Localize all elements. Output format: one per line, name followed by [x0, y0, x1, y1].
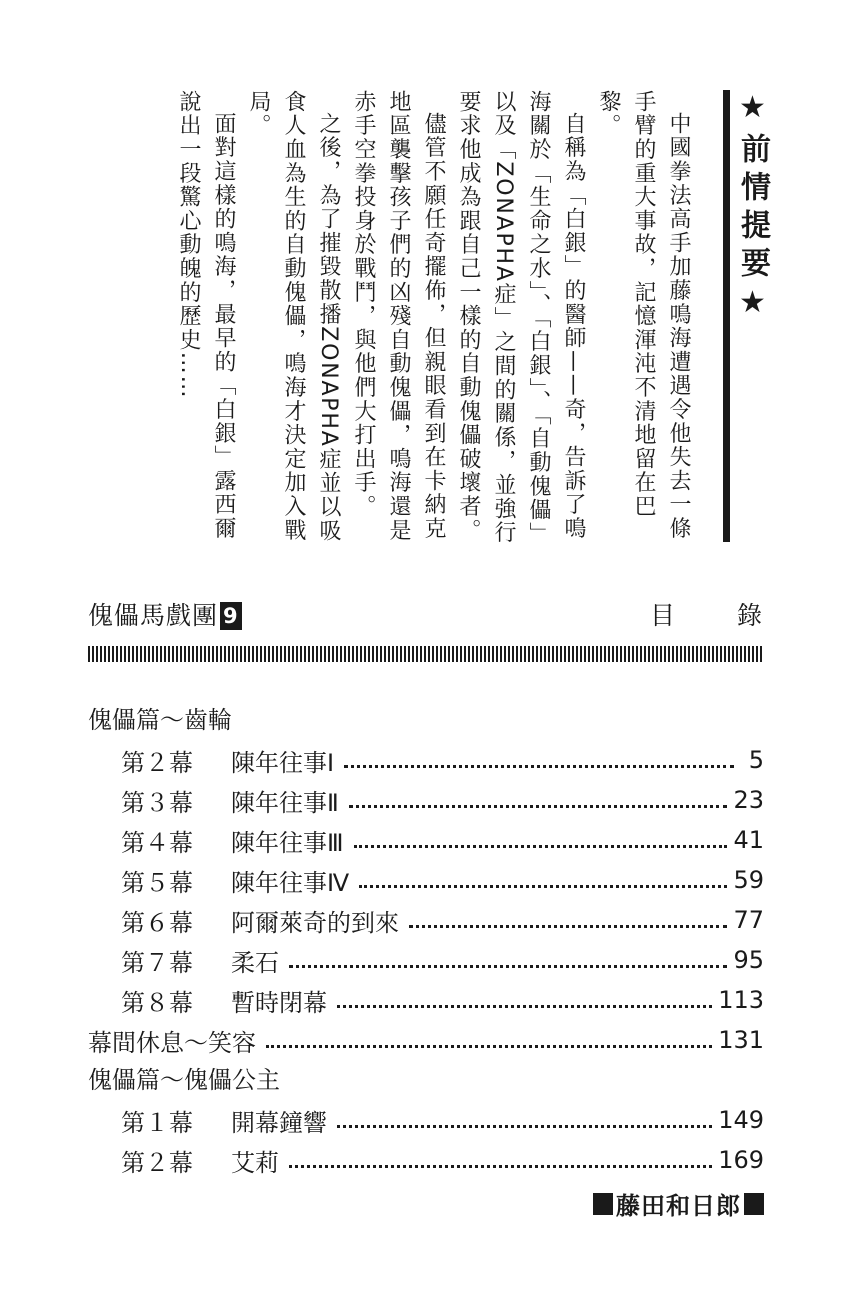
- page-number: 169: [718, 1146, 764, 1174]
- toc-entry[interactable]: [88, 980, 764, 1020]
- dot-leader: [409, 925, 727, 928]
- chapter-title: 陳年往事Ⅲ: [231, 828, 344, 857]
- chapter-title: 陳年往事Ⅱ: [231, 788, 339, 817]
- series-title: [88, 596, 242, 632]
- page-number: 95: [733, 946, 764, 974]
- toc-entry[interactable]: [88, 860, 764, 900]
- chapter-title: 艾莉: [231, 1148, 279, 1177]
- toc-entry[interactable]: [88, 740, 764, 780]
- chapter-number: 第５幕: [121, 868, 193, 897]
- chapter-title: 開幕鐘響: [231, 1108, 327, 1137]
- dot-leader: [354, 845, 728, 848]
- toc-entry[interactable]: [88, 780, 764, 820]
- chapter-number: 第２幕: [121, 1148, 193, 1177]
- part-title: 傀儡篇～傀儡公主: [88, 1066, 280, 1094]
- dot-leader: [349, 805, 728, 808]
- synopsis-divider: [723, 90, 730, 542]
- toc-entry[interactable]: [88, 1140, 764, 1180]
- author-name: 藤田和日郎: [616, 1192, 741, 1220]
- synopsis: [80, 90, 770, 560]
- toc-entry-interlude[interactable]: [88, 1020, 764, 1060]
- page-number: 113: [718, 986, 764, 1014]
- page-number: 131: [718, 1026, 764, 1054]
- part-title: 傀儡篇～齒輪: [88, 706, 232, 734]
- interlude-title: 幕間休息～笑容: [88, 1028, 256, 1057]
- toc-entry[interactable]: [88, 1100, 764, 1140]
- toc-heading: 目錄: [649, 601, 824, 630]
- synopsis-paragraph: 面對這樣的鳴海，最早的「白銀」露西爾說出一段驚心動魄的歷史……: [176, 90, 236, 541]
- barcode-divider: [88, 646, 764, 662]
- chapter-title: 陳年往事Ⅳ: [231, 868, 350, 897]
- page-number: 149: [718, 1106, 764, 1134]
- synopsis-paragraph: 之後，為了摧毀散播ZONAPHA症並以吸食人血為生的自動傀儡，鳴海才決定加入戰局。: [246, 90, 341, 543]
- chapter-title: 陳年往事Ⅰ: [231, 748, 335, 777]
- dot-leader: [359, 885, 727, 888]
- synopsis-paragraph: 自稱為「白銀」的醫師——奇，告訴了鳴海關於「生命之水」、「白銀」、「自動傀儡」以及「ZONAPHA症」之間的關係，並強行要求他成為跟自己一樣的自動傀儡破壞者。: [456, 90, 586, 546]
- table-of-contents: [88, 700, 764, 1180]
- toc-header: [88, 596, 824, 632]
- dot-leader: [344, 765, 734, 768]
- black-square-icon: [744, 1193, 764, 1215]
- chapter-title: 柔石: [231, 948, 279, 977]
- chapter-number: 第８幕: [121, 988, 193, 1017]
- page-number: 23: [733, 786, 764, 814]
- toc-entry[interactable]: [88, 820, 764, 860]
- series-name: 傀儡馬戲團: [88, 601, 219, 630]
- dot-leader: [289, 965, 727, 968]
- chapter-number: 第１幕: [121, 1108, 193, 1137]
- black-square-icon: [593, 1193, 613, 1215]
- page-number: 5: [748, 746, 764, 774]
- volume-badge: 9: [220, 602, 242, 630]
- chapter-title: 暫時閉幕: [231, 988, 327, 1017]
- page-number: 41: [733, 826, 764, 854]
- dot-leader: [266, 1045, 712, 1048]
- chapter-number: 第２幕: [121, 748, 193, 777]
- page-number: 77: [733, 906, 764, 934]
- chapter-number: 第６幕: [121, 908, 193, 937]
- chapter-title: 阿爾萊奇的到來: [231, 908, 399, 937]
- synopsis-heading: ★前情提要★: [735, 90, 770, 328]
- dot-leader: [337, 1005, 712, 1008]
- author-credit: [593, 1186, 764, 1221]
- chapter-number: 第４幕: [121, 828, 193, 857]
- synopsis-paragraph: 儘管不願任奇擺佈，但親眼看到在卡納克地區襲擊孩子們的凶殘自動傀儡，鳴海還是赤手空拳投身於戰鬥，與他們大打出手。: [351, 90, 446, 543]
- synopsis-divider-wrap: [696, 90, 731, 560]
- toc-entry[interactable]: [88, 900, 764, 940]
- page-number: 59: [733, 866, 764, 894]
- dot-leader: [289, 1165, 712, 1168]
- chapter-number: 第７幕: [121, 948, 193, 977]
- dot-leader: [337, 1125, 712, 1128]
- synopsis-paragraph: 中國拳法高手加藤鳴海遭遇令他失去一條手臂的重大事故，記憶渾沌不清地留在巴黎。: [596, 90, 691, 541]
- toc-entry[interactable]: [88, 940, 764, 980]
- chapter-number: 第３幕: [121, 788, 193, 817]
